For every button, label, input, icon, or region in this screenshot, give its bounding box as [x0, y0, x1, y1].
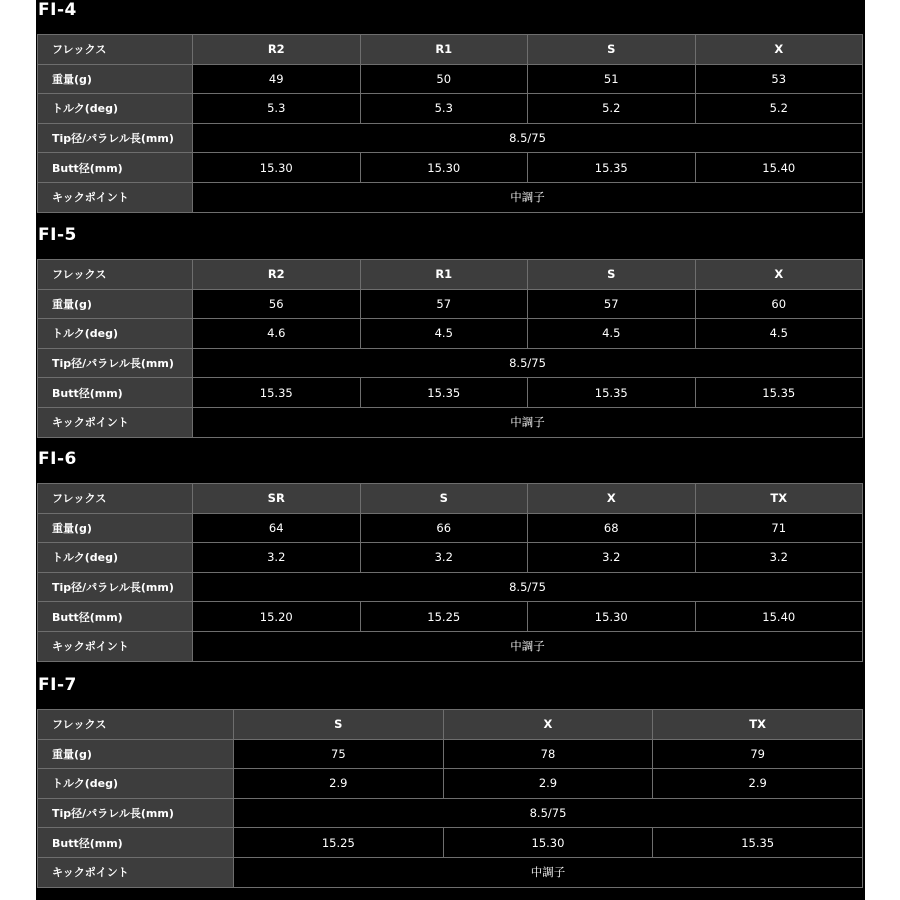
tip-cell: 8.5/75: [193, 572, 863, 602]
table-row-torque: [38, 94, 863, 124]
spec-table-fi-4: [37, 34, 863, 213]
row-label-torque: トルク(deg): [38, 543, 193, 573]
flex-cell: SR: [193, 484, 361, 514]
butt-cell: 15.20: [193, 602, 361, 632]
table-row-weight: [38, 513, 863, 543]
table-row-flex: [38, 35, 863, 65]
table-row-torque: [38, 543, 863, 573]
torque-cell: 3.2: [528, 543, 696, 573]
table-row-butt: [38, 828, 863, 858]
row-label-butt: Butt径(mm): [38, 378, 193, 408]
torque-cell: 5.2: [695, 94, 863, 124]
weight-cell: 50: [360, 64, 528, 94]
table-row-kick: [38, 182, 863, 212]
kick-cell: 中調子: [193, 407, 863, 437]
weight-cell: 68: [528, 513, 696, 543]
table-row-kick: [38, 631, 863, 661]
torque-cell: 2.9: [653, 769, 863, 799]
weight-cell: 71: [695, 513, 863, 543]
flex-cell: R1: [360, 35, 528, 65]
table-row-flex: [38, 484, 863, 514]
torque-cell: 3.2: [360, 543, 528, 573]
weight-cell: 64: [193, 513, 361, 543]
row-label-flex: フレックス: [38, 260, 193, 290]
flex-cell: R2: [193, 35, 361, 65]
kick-cell: 中調子: [234, 857, 863, 887]
weight-cell: 53: [695, 64, 863, 94]
torque-cell: 4.6: [193, 319, 361, 349]
flex-cell: TX: [695, 484, 863, 514]
row-label-kick: キックポイント: [38, 407, 193, 437]
butt-cell: 15.30: [360, 153, 528, 183]
section-title-fi-7: FI-7: [38, 675, 77, 695]
table-row-tip: [38, 572, 863, 602]
tip-cell: 8.5/75: [193, 123, 863, 153]
butt-cell: 15.35: [653, 828, 863, 858]
torque-cell: 5.2: [528, 94, 696, 124]
flex-cell: X: [695, 35, 863, 65]
butt-cell: 15.35: [695, 378, 863, 408]
flex-cell: S: [528, 35, 696, 65]
row-label-flex: フレックス: [38, 710, 234, 740]
butt-cell: 15.35: [528, 153, 696, 183]
table-row-butt: [38, 602, 863, 632]
row-label-butt: Butt径(mm): [38, 828, 234, 858]
butt-cell: 15.30: [193, 153, 361, 183]
flex-cell: S: [360, 484, 528, 514]
flex-cell: R2: [193, 260, 361, 290]
torque-cell: 5.3: [193, 94, 361, 124]
row-label-tip: Tip径/パラレル長(mm): [38, 798, 234, 828]
flex-cell: S: [234, 710, 444, 740]
row-label-weight: 重量(g): [38, 64, 193, 94]
butt-cell: 15.25: [360, 602, 528, 632]
flex-cell: X: [528, 484, 696, 514]
butt-cell: 15.35: [360, 378, 528, 408]
table-row-tip: [38, 798, 863, 828]
weight-cell: 75: [234, 739, 444, 769]
row-label-torque: トルク(deg): [38, 319, 193, 349]
spec-table-fi-6: [37, 483, 863, 662]
butt-cell: 15.25: [234, 828, 444, 858]
torque-cell: 3.2: [695, 543, 863, 573]
kick-cell: 中調子: [193, 182, 863, 212]
flex-cell: S: [528, 260, 696, 290]
weight-cell: 66: [360, 513, 528, 543]
table-row-weight: [38, 289, 863, 319]
weight-cell: 56: [193, 289, 361, 319]
row-label-kick: キックポイント: [38, 857, 234, 887]
table-row-butt: [38, 378, 863, 408]
butt-cell: 15.30: [443, 828, 653, 858]
row-label-flex: フレックス: [38, 484, 193, 514]
flex-cell: X: [443, 710, 653, 740]
row-label-flex: フレックス: [38, 35, 193, 65]
tip-cell: 8.5/75: [193, 348, 863, 378]
weight-cell: 79: [653, 739, 863, 769]
flex-cell: TX: [653, 710, 863, 740]
butt-cell: 15.35: [528, 378, 696, 408]
weight-cell: 57: [528, 289, 696, 319]
table-row-kick: [38, 857, 863, 887]
butt-cell: 15.40: [695, 602, 863, 632]
kick-cell: 中調子: [193, 631, 863, 661]
table-row-butt: [38, 153, 863, 183]
flex-cell: R1: [360, 260, 528, 290]
table-row-torque: [38, 769, 863, 799]
weight-cell: 51: [528, 64, 696, 94]
torque-cell: 2.9: [443, 769, 653, 799]
weight-cell: 57: [360, 289, 528, 319]
row-label-tip: Tip径/パラレル長(mm): [38, 348, 193, 378]
torque-cell: 4.5: [360, 319, 528, 349]
weight-cell: 60: [695, 289, 863, 319]
flex-cell: X: [695, 260, 863, 290]
section-title-fi-6: FI-6: [38, 449, 77, 469]
table-row-flex: [38, 710, 863, 740]
row-label-tip: Tip径/パラレル長(mm): [38, 123, 193, 153]
table-row-tip: [38, 123, 863, 153]
table-row-weight: [38, 739, 863, 769]
row-label-weight: 重量(g): [38, 739, 234, 769]
spec-table-fi-5: [37, 259, 863, 438]
weight-cell: 49: [193, 64, 361, 94]
torque-cell: 3.2: [193, 543, 361, 573]
table-row-torque: [38, 319, 863, 349]
row-label-weight: 重量(g): [38, 513, 193, 543]
torque-cell: 4.5: [695, 319, 863, 349]
torque-cell: 4.5: [528, 319, 696, 349]
row-label-kick: キックポイント: [38, 631, 193, 661]
butt-cell: 15.40: [695, 153, 863, 183]
row-label-butt: Butt径(mm): [38, 602, 193, 632]
row-label-kick: キックポイント: [38, 182, 193, 212]
row-label-torque: トルク(deg): [38, 94, 193, 124]
row-label-butt: Butt径(mm): [38, 153, 193, 183]
butt-cell: 15.35: [193, 378, 361, 408]
table-row-tip: [38, 348, 863, 378]
row-label-torque: トルク(deg): [38, 769, 234, 799]
torque-cell: 5.3: [360, 94, 528, 124]
tip-cell: 8.5/75: [234, 798, 863, 828]
section-title-fi-4: FI-4: [38, 0, 77, 20]
section-title-fi-5: FI-5: [38, 225, 77, 245]
torque-cell: 2.9: [234, 769, 444, 799]
spec-table-fi-7: [37, 709, 863, 888]
butt-cell: 15.30: [528, 602, 696, 632]
table-row-kick: [38, 407, 863, 437]
row-label-tip: Tip径/パラレル長(mm): [38, 572, 193, 602]
weight-cell: 78: [443, 739, 653, 769]
table-row-weight: [38, 64, 863, 94]
table-row-flex: [38, 260, 863, 290]
row-label-weight: 重量(g): [38, 289, 193, 319]
